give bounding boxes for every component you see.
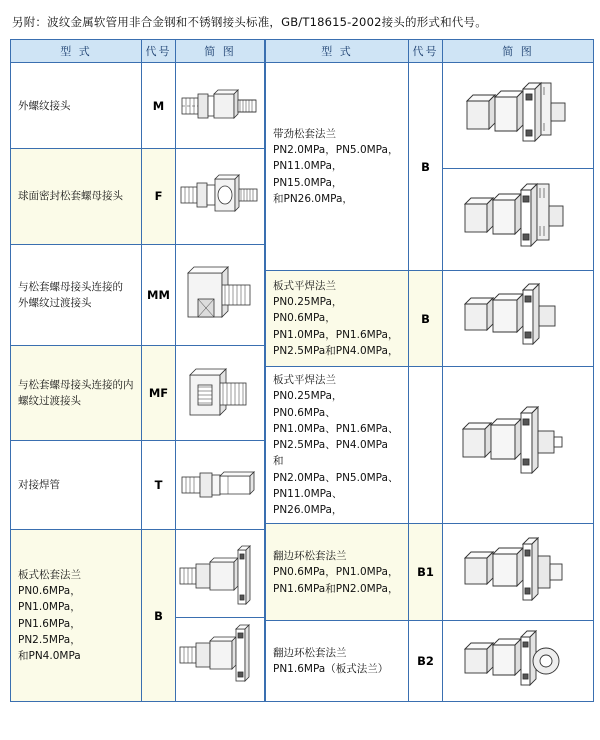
threaded-male-coupling-icon (178, 76, 262, 136)
lap-joint-flange-2-icon (447, 623, 589, 699)
row-type: 与松套螺母接头连接的 外螺纹过渡接头 (11, 244, 142, 346)
row-type: 板式平焊法兰 PN0.25MPa，PN0.6MPa， PN1.0MPa，PN1.6MPa， PN2.5MPa和PN4.0MPa， (266, 271, 409, 367)
row-figure (443, 621, 594, 702)
female-thread-adapter-icon (178, 359, 262, 427)
tables-container (10, 39, 590, 702)
row-type: 板式平焊法兰 PN0.25MPa，PN0.6MPa、 PN1.0MPa、PN1.6MPa、 PN2.5MPa、PN4.0MPa 和 PN2.0MPa、PN5.0MPa、 PN11.0MPa、PN26.0MPa， (266, 367, 409, 524)
table-row (11, 149, 265, 244)
row-type: 翻边环松套法兰 PN1.6MPa（板式法兰） (266, 621, 409, 702)
table-row (11, 441, 265, 529)
row-code: B (142, 529, 176, 702)
ribbed-loose-flange-bottom-icon (447, 172, 589, 268)
table-row (266, 63, 594, 169)
male-thread-adapter-icon (178, 259, 262, 331)
table-header-row (266, 40, 594, 63)
header-type: 型 式 (11, 40, 142, 63)
header-figure: 简 图 (443, 40, 594, 63)
spherical-seal-union-nut-icon (178, 163, 262, 229)
lap-joint-flange-icon (447, 526, 589, 618)
row-code: B2 (409, 621, 443, 702)
ribbed-loose-flange-top-icon (447, 67, 589, 165)
row-code (409, 367, 443, 524)
plate-loose-flange-bottom-icon (178, 621, 262, 691)
row-code: M (142, 63, 176, 149)
row-figure (443, 271, 594, 367)
header-code: 代号 (142, 40, 176, 63)
header-figure: 简 图 (176, 40, 265, 63)
table-row (266, 367, 594, 524)
row-type: 带劲松套法兰 PN2.0MPa，PN5.0MPa， PN11.0MPa，PN15.0MPa， 和PN26.0MPa， (266, 63, 409, 271)
row-figure (176, 63, 265, 149)
table-row (266, 524, 594, 621)
row-figure (176, 346, 265, 441)
row-figure (176, 529, 265, 702)
row-type: 外螺纹接头 (11, 63, 142, 149)
row-code: B (409, 63, 443, 271)
row-code: B (409, 271, 443, 367)
row-type: 对接焊管 (11, 441, 142, 529)
header-type: 型 式 (266, 40, 409, 63)
right-fittings-table (265, 39, 594, 702)
row-figure (443, 367, 594, 524)
row-code: MM (142, 244, 176, 346)
table-row (11, 63, 265, 149)
row-figure (176, 244, 265, 346)
table-header-row (11, 40, 265, 63)
page-title: 另附：波纹金属软管用非合金钢和不锈钢接头标准，GB/T18615-2002接头的形式和代号。 (12, 15, 487, 29)
row-type: 球面密封松套螺母接头 (11, 149, 142, 244)
row-type: 与松套螺母接头连接的内 螺纹过渡接头 (11, 346, 142, 441)
row-code: B1 (409, 524, 443, 621)
table-row (266, 271, 594, 367)
row-type: 板式松套法兰 PN0.6MPa，PN1.0MPa， PN1.6MPa，PN2.5MPa， 和PN4.0MPa (11, 529, 142, 702)
row-type: 翻边环松套法兰 PN0.6MPa，PN1.0MPa， PN1.6MPa和PN2.0MPa， (266, 524, 409, 621)
row-code: F (142, 149, 176, 244)
row-figure (443, 169, 594, 271)
header-code: 代号 (409, 40, 443, 63)
left-fittings-table (10, 39, 265, 702)
table-row (11, 244, 265, 346)
table-row (11, 346, 265, 441)
plate-flat-weld-flange-2-icon (447, 389, 589, 501)
table-row (266, 621, 594, 702)
table-row (11, 529, 265, 702)
row-code: MF (142, 346, 176, 441)
row-code: T (142, 441, 176, 529)
row-figure (443, 524, 594, 621)
plate-loose-flange-top-icon (178, 540, 262, 614)
row-figure (176, 149, 265, 244)
plate-flat-weld-flange-icon (447, 274, 589, 364)
butt-weld-pipe-icon (178, 455, 262, 515)
row-figure (176, 441, 265, 529)
row-figure (443, 63, 594, 169)
